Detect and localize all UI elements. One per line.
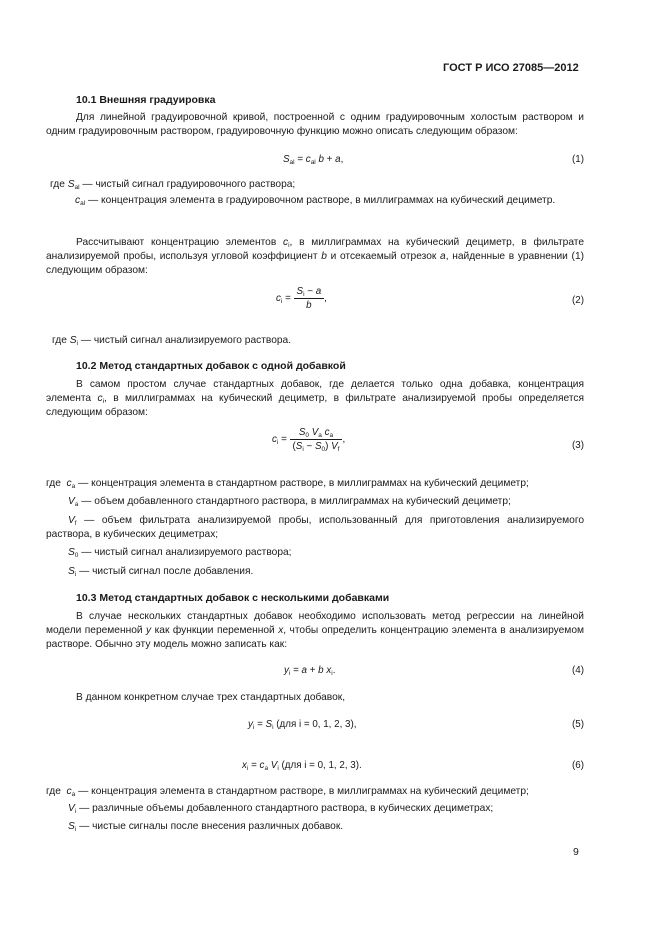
section-heading-10-1: 10.1 Внешняя градуировка	[76, 94, 216, 106]
paragraph: В самом простом случае стандартных добавок, где делается только одна добавка, концентрация элемента $c_i$, в миллиграммах на кубический дециметр, в фильтрате анализируемой пробы определяется следующим образом:	[46, 379, 584, 418]
where-item: где $S_{al}$ — чистый сигнал градуировочного раствора;	[50, 179, 296, 191]
where-item: $S_i$ — чистые сигналы после внесения различных добавок.	[68, 821, 344, 833]
where-item: $c_{al}$ — концентрация элемента в градуировочном растворе, в миллиграммах на кубический дециметр.	[75, 195, 556, 207]
section-heading-10-2: 10.2 Метод стандартных добавок с одной добавкой	[76, 360, 346, 372]
equation-5: $y_i = S_i$ (для i = 0, 1, 2, 3),	[248, 719, 357, 731]
equation-number: (2)	[572, 295, 584, 306]
equation-3: $c_i$ = $\frac{S_0 V_a c_a}{(S_i - S_0) V_f}$ ,	[272, 427, 346, 453]
equation-4: $y_i = a + b$ $x_i$.	[284, 665, 336, 677]
equation-2: $c_i$ = $\frac{S_i - a}{b}$ ,	[276, 286, 327, 311]
where-item: $V_i$ — различные объемы добавленного стандартного раствора, в кубических дециметрах;	[68, 803, 494, 815]
equation-number: (5)	[572, 719, 584, 730]
where-item: $S_i$ — чистый сигнал после добавления.	[68, 566, 254, 578]
equation-number: (3)	[572, 440, 584, 451]
equation-1: $S_{al} = c_{al}$ b + a,	[283, 154, 344, 166]
where-item: где $c_a$ — концентрация элемента в стандартном растворе, в миллиграммах на кубический дециметр;	[46, 478, 529, 490]
document-header: ГОСТ Р ИСО 27085—2012	[443, 62, 579, 74]
paragraph: В данном конкретном случае трех стандартных добавок,	[76, 692, 346, 703]
paragraph: В случае нескольких стандартных добавок необходимо использовать метод регрессии на линейной модели переменной y как функции переменной x, чтобы определить концентрацию элемента в анализируемом растворе. Обычно эту модель можно записать как:	[46, 611, 584, 650]
where-item: $V_f$ — объем фильтрата анализируемой пробы, использованный для приготовления анализируемого раствора, в кубических дециметрах;	[46, 515, 584, 540]
where-item: где $S_i$ — чистый сигнал анализируемого раствора.	[52, 335, 292, 347]
section-heading-10-3: 10.3 Метод стандартных добавок с несколькими добавками	[76, 592, 390, 604]
paragraph: Рассчитывают концентрацию элементов $c_i$, в миллиграммах на кубический дециметр, в фильтрате анализируемой пробы, используя угловой коэффициент b и отсекаемый отрезок a, найденные в уравнении (1) следующим образом:	[46, 237, 585, 276]
equation-number: (1)	[572, 154, 584, 165]
where-item: $V_a$ — объем добавленного стандартного раствора, в миллиграммах на кубический дециметр;	[68, 496, 511, 508]
page-number: 9	[573, 846, 579, 858]
equation-number: (4)	[572, 665, 584, 676]
paragraph: Для линейной градуировочной кривой, построенной с одним градуировочным холостым раствором и одним градуировочным раствором, градуировочную функцию можно описать следующим образом:	[46, 112, 584, 137]
where-item: где $c_a$ — концентрация элемента в стандартном растворе, в миллиграммах на кубический дециметр;	[46, 786, 529, 798]
where-item: $S_0$ — чистый сигнал анализируемого раствора;	[68, 547, 292, 559]
equation-number: (6)	[572, 760, 584, 771]
equation-6: $x_i = c_a$ $V_i$ (для i = 0, 1, 2, 3).	[242, 760, 362, 772]
